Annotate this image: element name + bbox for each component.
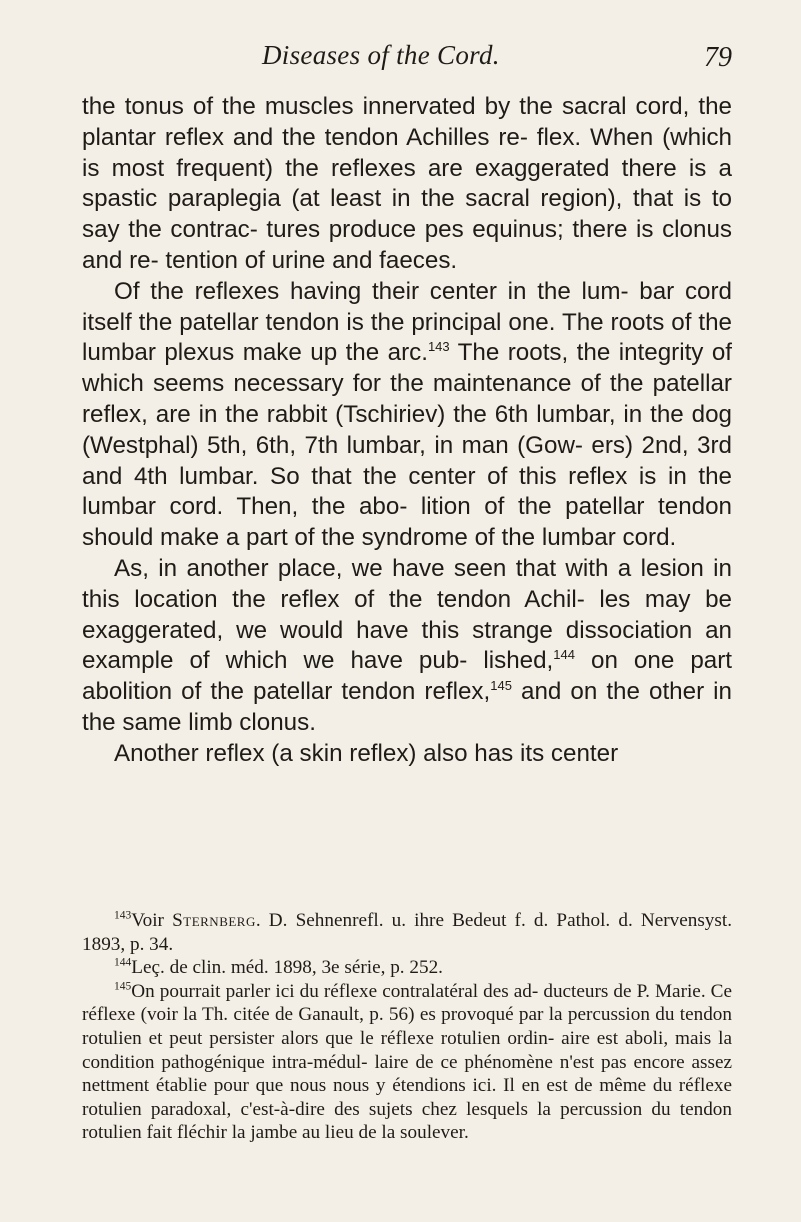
paragraph-1 — [82, 92, 732, 277]
footnote-ref-143: 143 — [427, 339, 450, 355]
paragraph-4-text: Another reflex (a skin reflex) also has its center — [114, 739, 619, 767]
page-number: 79 — [704, 42, 732, 73]
paragraph-3-text-b: on one part abolition of the patellar tendon reflex, — [82, 647, 732, 706]
paragraph-1-text: the tonus of the muscles innervated by the sacral cord, the plantar reflex and the tendon Achilles re- flex. When (which is most frequent) the reflexes are exaggerated there is a spastic paraplegia (at least in the sacral region), that is to say the contrac- tures produce pes equinus; there is clonus and re- tention of urine and faeces. — [82, 93, 732, 274]
paragraph-2-text-b: The roots, the integrity of which seems necessary for the maintenance of the patellar reflex, are in the rabbit (Tschiriev) the 6th lumbar, in the dog (Westphal) 5th, 6th, 7th lumbar, in man (Gow- ers) 2nd, 3rd and 4th lumbar. So that the center of this reflex is in the lumbar cord. Then, the abo- lition of the patellar tendon should make a part of the syndrome of the lumbar cord. — [82, 339, 732, 552]
footnote-ref-144: 144 — [553, 647, 575, 663]
footnote-number-145: 145 — [114, 980, 132, 993]
paragraph-2-text-a: Of the reflexes having their center in the lum- bar cord itself the patellar tendon is the principal one. The roots of the lumbar plexus make up the arc. — [82, 277, 732, 367]
paragraph-3 — [82, 554, 732, 739]
footnote-number-143: 143 — [114, 909, 132, 922]
footnote-143 — [82, 909, 732, 956]
footnote-143-author: Sternberg — [172, 910, 256, 931]
paragraph-2 — [82, 277, 732, 554]
footnote-number-144: 144 — [114, 956, 132, 969]
body-text — [82, 92, 732, 770]
paragraph-4 — [82, 739, 732, 770]
paragraph-3-text-c: and on the other in the same limb clonus. — [82, 678, 732, 736]
paragraph-3-text-a: As, in another place, we have seen that with a lesion in this location the reflex of the tendon Achil- les may be exaggerated, we would have this strange dissociation an example of which we have pub- lished, — [82, 554, 732, 675]
footnote-144-text: Leç. de clin. méd. 1898, 3e série, p. 252. — [131, 957, 443, 979]
footnote-143-text-a: Voir — [131, 910, 173, 931]
footnote-145-text: On pourrait parler ici du réflexe contralatéral des ad- ducteurs de P. Marie. Ce réflexe (voir la Th. citée de Ganault, p. 56) es provoqué par la percussion du tendon rotulien et peut persister alors que le réflexe rotulien ordin- aire est aboli, mais la condition pathogénique intra-médul- laire de ce phénomène n'est pas encore assez nettment établie pour que nous nous y étendions ici. Il en est de même du réflexe rotulien paradoxal, c'est-à-dire des sujets chez lesquels la percussion du tendon rotulien fait fléchir la jambe au lieu de la soulever. — [82, 980, 732, 1144]
footnotes — [82, 909, 732, 1145]
footnote-145 — [82, 980, 732, 1145]
running-head — [82, 40, 732, 73]
footnote-144 — [82, 956, 732, 980]
running-title: Diseases of the Cord. — [262, 40, 500, 70]
footnote-143-text-b: . D. Sehnenrefl. u. ihre Bedeut f. d. Pathol. d. Nervensyst. 1893, p. 34. — [82, 910, 732, 955]
footnote-ref-145: 145 — [490, 678, 512, 694]
